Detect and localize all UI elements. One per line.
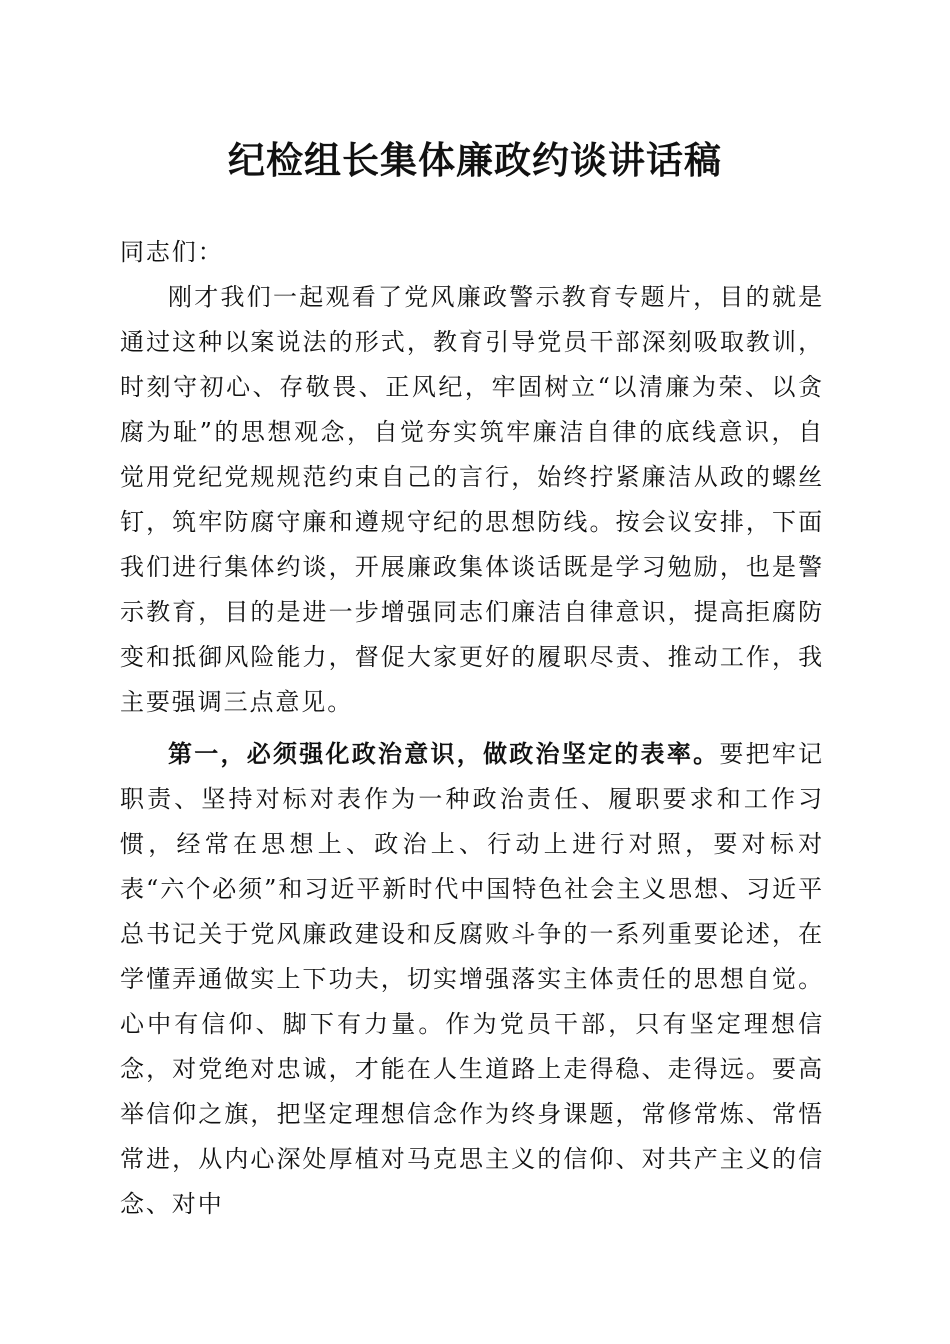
section-1-heading: 第一，必须强化政治意识，做政治坚定的表率。 (168, 739, 720, 768)
section-1-body: 要把牢记职责、坚持对标对表作为一种政治责任、履职要求和工作习惯，经常在思想上、政治上、行动上进行对照，要对标对表“六个必须”和习近平新时代中国特色社会主义思想、习近平总书记关于党风廉政建设和反腐败斗争的一系列重要论述，在学懂弄通做实上下功夫，切实增强落实主体责任的思想自觉。心中有信仰、脚下有力量。作为党员干部，只有坚定理想信念，对党绝对忠诚，才能在人生道路上走得稳、走得远。要高举信仰之旗，把坚定理想信念作为终身课题，常修常炼、常悟常进，从内心深处厚植对马克思主义的信仰、对共产主义的信念、对中 (120, 740, 824, 1218)
intro-paragraph: 刚才我们一起观看了党风廉政警示教育专题片，目的就是通过这种以案说法的形式，教育引导党员干部深刻吸取教训，时刻守初心、存敬畏、正风纪，牢固树立“以清廉为荣、以贪腐为耻”的思想观念，自觉夯实筑牢廉洁自律的底线意识，自觉用党纪党规规范约束自己的言行，始终拧紧廉洁从政的螺丝钉，筑牢防腐守廉和遵规守纪的思想防线。按会议安排，下面我们进行集体约谈，开展廉政集体谈话既是学习勉励，也是警示教育，目的是进一步增强同志们廉洁自律意识，提高拒腐防变和抵御风险能力，督促大家更好的履职尽责、推动工作，我主要强调三点意见。 (120, 283, 824, 716)
section-1-paragraph (120, 731, 824, 1227)
salutation: 同志们： (120, 238, 224, 266)
document-title: 纪检组长集体廉政约谈讲话稿 (228, 138, 722, 182)
document-body (120, 230, 824, 1227)
